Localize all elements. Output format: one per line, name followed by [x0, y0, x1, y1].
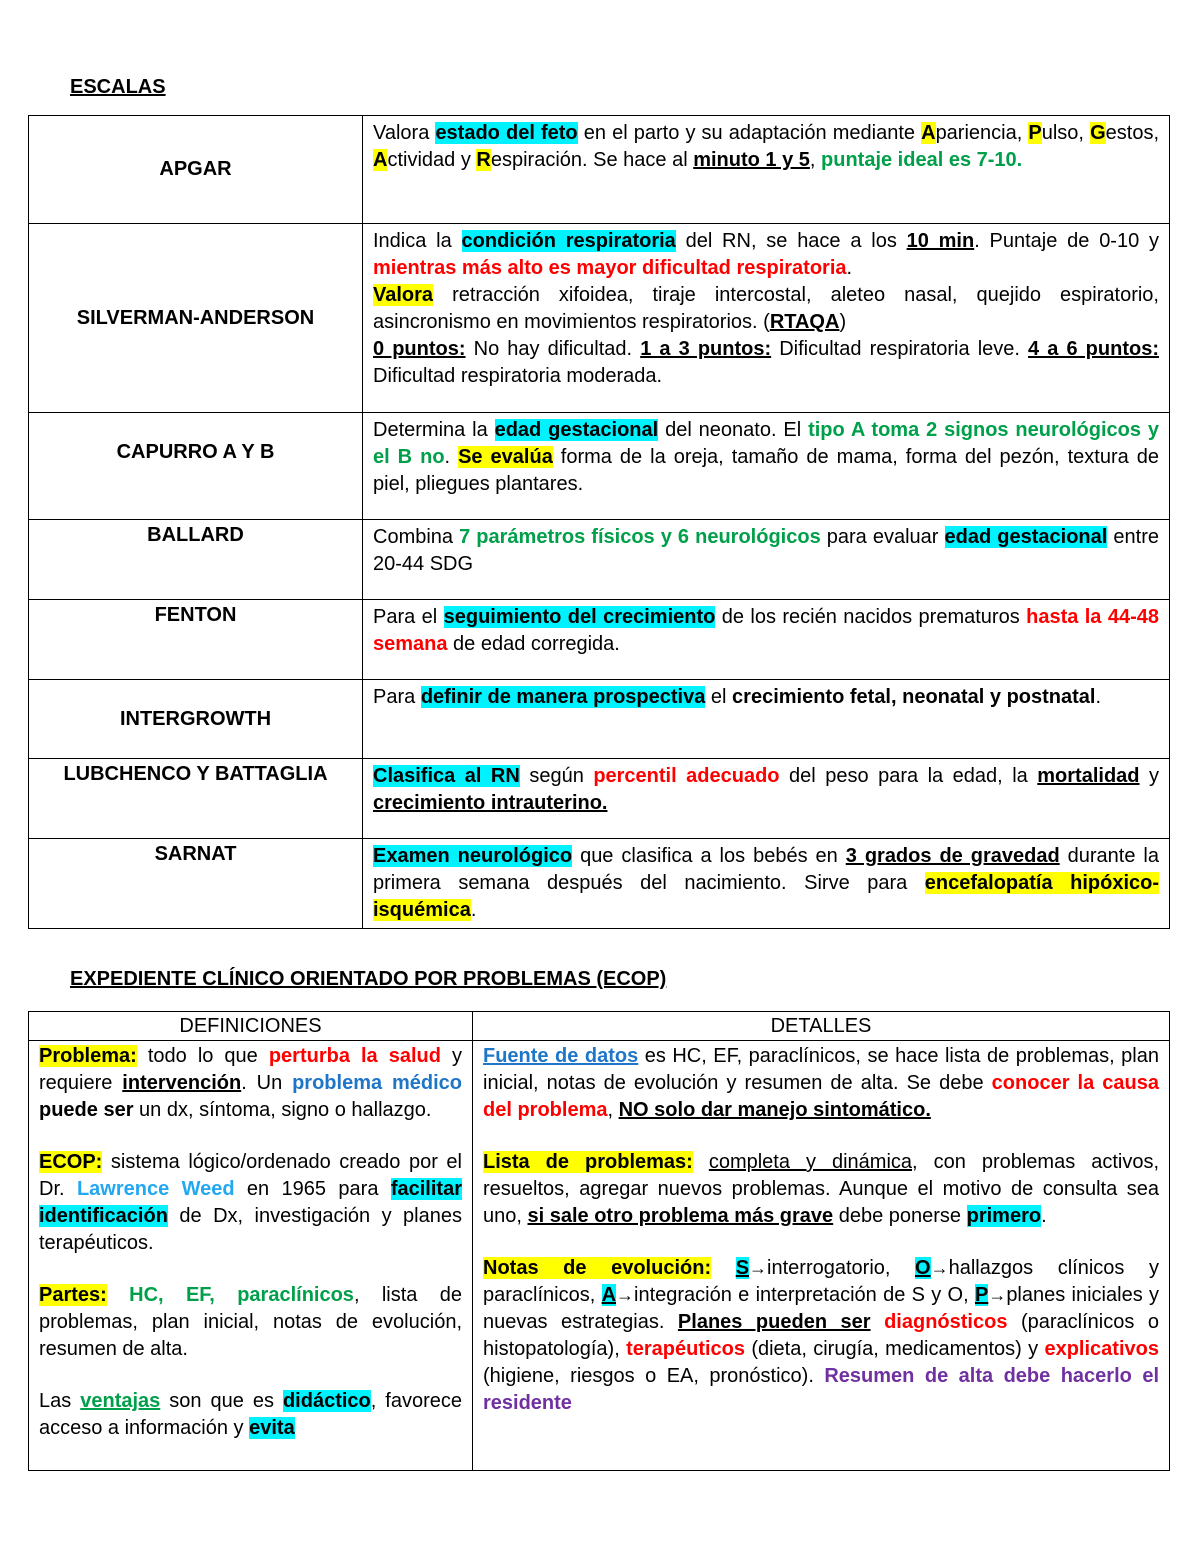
scale-name: SARNAT: [29, 839, 363, 929]
paragraph: Las ventajas son que es didáctico, favorece acceso a información y evita: [39, 1390, 462, 1439]
column-header-detalles: DETALLES: [473, 1012, 1170, 1041]
right-arrow-icon: →: [616, 1285, 635, 1305]
scale-description: Determina la edad gestacional del neonato. El tipo A toma 2 signos neurológicos y el B no. Se evalúa forma de la oreja, tamaño de mama, forma del pezón, textura de piel, pliegues plantares.: [363, 413, 1170, 520]
right-arrow-icon: →: [749, 1258, 768, 1278]
scale-description: Para el seguimiento del crecimiento de los recién nacidos prematuros hasta la 44-48 semana de edad corregida.: [363, 600, 1170, 680]
scale-name: SILVERMAN-ANDERSON: [29, 224, 363, 413]
scale-description: Examen neurológico que clasifica a los bebés en 3 grados de gravedad durante la primera semana después del nacimiento. Sirve para encefalopatía hipóxico-isquémica.: [363, 839, 1170, 929]
table-row: [29, 680, 1170, 759]
paragraph: Problema: todo lo que perturba la salud y requiere intervención. Un problema médico puede ser un dx, síntoma, signo o hallazgo.: [39, 1045, 463, 1121]
paragraph: Notas de evolución: S→interrogatorio, O→hallazgos clínicos y paraclínicos, A→integración e interpretación de S y O, P→planes iniciales y nuevas estrategias. Planes pueden ser diagnósticos (paraclínicos o histopatología), terapéuticos (dieta, cirugía, medicamentos) y explicativos (higiene, riesgos o EA, pronóstico). Resumen de alta debe hacerlo el residente: [483, 1257, 1160, 1414]
table-row: [29, 520, 1170, 600]
column-header-definiciones: DEFINICIONES: [29, 1012, 473, 1041]
scale-name: LUBCHENCO Y BATTAGLIA: [29, 759, 363, 839]
escalas-table: [28, 115, 1170, 929]
table-row: [29, 1041, 1170, 1471]
scale-name: INTERGROWTH: [29, 680, 363, 759]
scale-description: Clasifica al RN según percentil adecuado del peso para la edad, la mortalidad y crecimiento intrauterino.: [363, 759, 1170, 839]
paragraph: ECOP: sistema lógico/ordenado creado por el Dr. Lawrence Weed en 1965 para facilitar identificación de Dx, investigación y planes terapéuticos.: [39, 1151, 462, 1254]
scale-description: Combina 7 parámetros físicos y 6 neurológicos para evaluar edad gestacional entre 20-44 SDG: [363, 520, 1170, 600]
scale-name: BALLARD: [29, 520, 363, 600]
table-row: [29, 600, 1170, 680]
right-arrow-icon: →: [930, 1258, 949, 1278]
table-header-row: [29, 1012, 1170, 1041]
ecop-table: [28, 1011, 1170, 1471]
section-title-escalas: ESCALAS: [70, 76, 166, 98]
details-cell: [473, 1041, 1170, 1471]
definitions-cell: [29, 1041, 473, 1471]
paragraph: Fuente de datos es HC, EF, paraclínicos, se hace lista de problemas, plan inicial, notas de evolución y resumen de alta. Se debe conocer la causa del problema, NO solo dar manejo sintomático.: [483, 1045, 1159, 1121]
right-arrow-icon: →: [988, 1285, 1007, 1305]
section-title-ecop: EXPEDIENTE CLÍNICO ORIENTADO POR PROBLEMAS (ECOP): [70, 968, 667, 990]
table-row: [29, 839, 1170, 929]
paragraph: Partes: HC, EF, paraclínicos, lista de problemas, plan inicial, notas de evolución, resumen de alta.: [39, 1284, 463, 1360]
scale-name: APGAR: [29, 116, 363, 224]
scale-name: FENTON: [29, 600, 363, 680]
scale-description: Para definir de manera prospectiva el crecimiento fetal, neonatal y postnatal.: [363, 680, 1170, 759]
table-row: [29, 413, 1170, 520]
paragraph: Lista de problemas: completa y dinámica, con problemas activos, resueltos, agregar nuevos problemas. Aunque el motivo de consulta sea uno, si sale otro problema más grave debe ponerse primero.: [483, 1151, 1159, 1227]
scale-description: Indica la condición respiratoria del RN, se hace a los 10 min. Puntaje de 0-10 y mientras más alto es mayor dificultad respiratoria. Valora retracción xifoidea, tiraje intercostal, aleteo nasal, quejido espiratorio, asincronismo en movimientos respiratorios. (RTAQA) 0 puntos: No hay dificultad. 1 a 3 puntos: Dificultad respiratoria leve. 4 a 6 puntos: Dificultad respiratoria moderada.: [363, 224, 1170, 413]
table-row: [29, 116, 1170, 224]
scale-name: CAPURRO A Y B: [29, 413, 363, 520]
table-row: [29, 759, 1170, 839]
scale-description: Valora estado del feto en el parto y su adaptación mediante Apariencia, Pulso, Gestos, Actividad y Respiración. Se hace al minuto 1 y 5, puntaje ideal es 7-10.: [363, 116, 1170, 224]
table-row: [29, 224, 1170, 413]
